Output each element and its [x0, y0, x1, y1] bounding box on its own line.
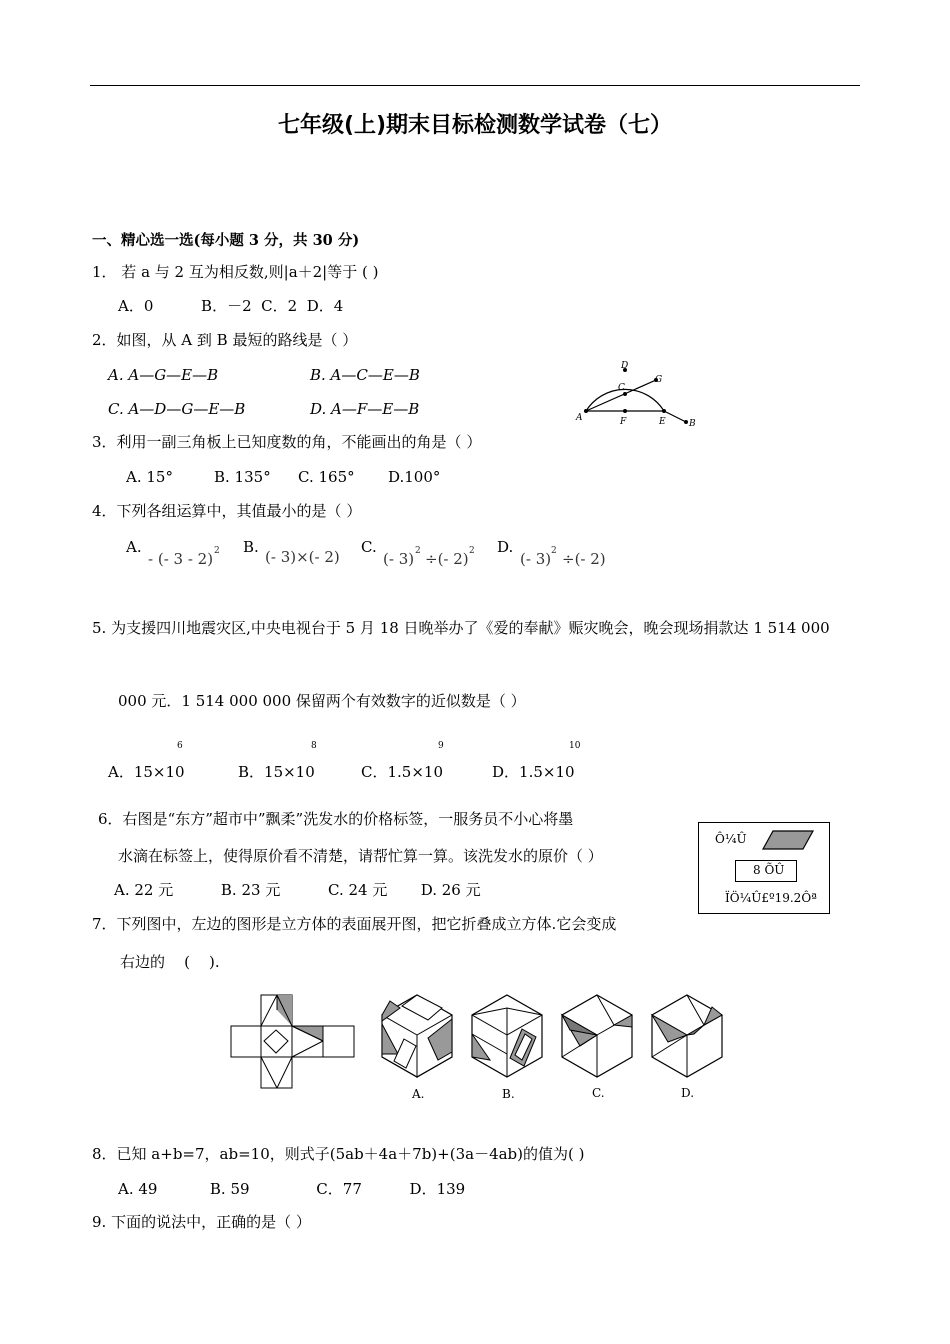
- cube-option-b: [470, 994, 544, 1080]
- q4-option-d-expr1: (- 3): [520, 550, 552, 568]
- cube-label-d: D.: [681, 1086, 695, 1100]
- q4-option-d-label: D.: [497, 538, 514, 556]
- fig-label-f: F: [620, 417, 627, 427]
- q4-option-c-sup2: 2: [469, 546, 475, 556]
- fig-label-a: A: [576, 413, 583, 423]
- q1-stem: 1． 若 a 与 2 互为相反数,则|a＋2|等于 ( ): [92, 263, 379, 281]
- q4-option-d-expr2: ÷(- 2): [562, 550, 606, 568]
- q2-option-b: B. A—C—E—B: [310, 366, 420, 384]
- cube-option-a: [380, 994, 454, 1080]
- cube-label-a: A.: [412, 1087, 425, 1101]
- q5-option-a: A．15×10: [108, 763, 185, 781]
- cube-option-d: [650, 994, 724, 1080]
- top-rule: [90, 85, 860, 86]
- q8-stem: 8．已知 a+b=7，ab=10，则式子(5ab＋4a＋7b)+(3a－4ab)的值为( ): [92, 1145, 585, 1163]
- q3-stem: 3．利用一副三角板上已知度数的角，不能画出的角是（ ）: [92, 433, 482, 451]
- section-heading: 一、精心选一选(每小题 3 分，共 30 分): [92, 232, 360, 249]
- q5-option-b-exp: 8: [311, 741, 317, 751]
- q2-stem: 2．如图，从 A 到 B 最短的路线是（ ）: [92, 331, 358, 349]
- q3-option-b: B. 135°: [214, 468, 271, 486]
- q4-option-c-expr1: (- 3): [383, 550, 415, 568]
- q4-option-b-label: B.: [243, 538, 259, 556]
- page-title: 七年级(上)期末目标检测数学试卷（七）: [277, 113, 673, 138]
- fig-label-e: E: [659, 417, 666, 427]
- cube-net-figure: [230, 994, 360, 1090]
- q6-line1: 6．右图是“东方”超市中”飘柔”洗发水的价格标签，一服务员不小心将墨: [98, 810, 574, 828]
- tag-current-price: ÏÖ¼Û£º19.2Ôª: [725, 891, 817, 905]
- q3-option-a: A. 15°: [126, 468, 173, 486]
- q1-options: A．0 B．－2 C．2 D．4: [118, 297, 344, 315]
- q5-line2: 000 元．1 514 000 000 保留两个有效数字的近似数是（ ）: [118, 692, 526, 710]
- q2-option-c: C. A—D—G—E—B: [108, 400, 246, 418]
- q4-stem: 4．下列各组运算中，其值最小的是（ ）: [92, 502, 362, 520]
- q4-option-b-expr: (- 3)×(- 2): [265, 548, 340, 566]
- price-tag: [698, 822, 830, 914]
- q4-option-d-sup1: 2: [551, 546, 557, 556]
- cube-option-c: [560, 994, 634, 1080]
- q3-option-c: C. 165°: [298, 468, 355, 486]
- q5-option-b: B．15×10: [238, 763, 315, 781]
- fig-label-b: B: [689, 419, 696, 429]
- q6-options: A. 22 元 B. 23 元 C. 24 元 D. 26 元: [114, 881, 481, 899]
- cube-label-b: B.: [502, 1087, 515, 1101]
- q5-option-a-exp: 6: [177, 741, 183, 751]
- q4-option-a-expr: - (- 3 - 2): [148, 550, 214, 568]
- q5-option-c: C．1.5×10: [361, 763, 443, 781]
- ink-blot-icon: [761, 829, 817, 851]
- q8-options: A. 49 B. 59 C．77 D．139: [118, 1180, 466, 1198]
- q5-option-d: D．1.5×10: [492, 763, 575, 781]
- tag-original-price-label: Ô¼Û: [715, 832, 747, 846]
- q7-line1: 7．下列图中，左边的图形是立方体的表面展开图，把它折叠成立方体.它会变成: [92, 915, 617, 933]
- q4-option-c-label: C.: [361, 538, 377, 556]
- q9-stem: 9. 下面的说法中，正确的是（ ）: [92, 1213, 311, 1231]
- q4-option-c-expr2: ÷(- 2): [425, 550, 469, 568]
- fig-label-c: C: [618, 383, 625, 393]
- q4-option-c-sup1: 2: [415, 546, 421, 556]
- fig-label-d: D: [621, 361, 629, 371]
- q4-option-a-label: A.: [126, 538, 142, 556]
- q5-line1: 5. 为支援四川地震灾区,中央电视台于 5 月 18 日晚举办了《爱的奉献》赈灾晚会，晚会现场捐款达 1 514 000: [92, 619, 830, 637]
- q4-option-a-sup: 2: [214, 546, 220, 556]
- q7-line2: 右边的 ( ).: [120, 953, 220, 971]
- cube-label-c: C.: [592, 1086, 605, 1100]
- q5-option-d-exp: 10: [569, 741, 581, 751]
- fig-label-g: G: [655, 375, 663, 385]
- q2-option-d: D. A—F—E—B: [310, 400, 420, 418]
- q6-line2: 水滴在标签上，使得原价看不清楚，请帮忙算一算。该洗发水的原价（ ）: [118, 847, 603, 865]
- q3-option-d: D.100°: [388, 468, 441, 486]
- q2-route-figure: [570, 362, 700, 432]
- q5-option-c-exp: 9: [438, 741, 444, 751]
- q2-option-a: A. A—G—E—B: [108, 366, 219, 384]
- tag-discount: 8 ÕÛ: [753, 863, 785, 877]
